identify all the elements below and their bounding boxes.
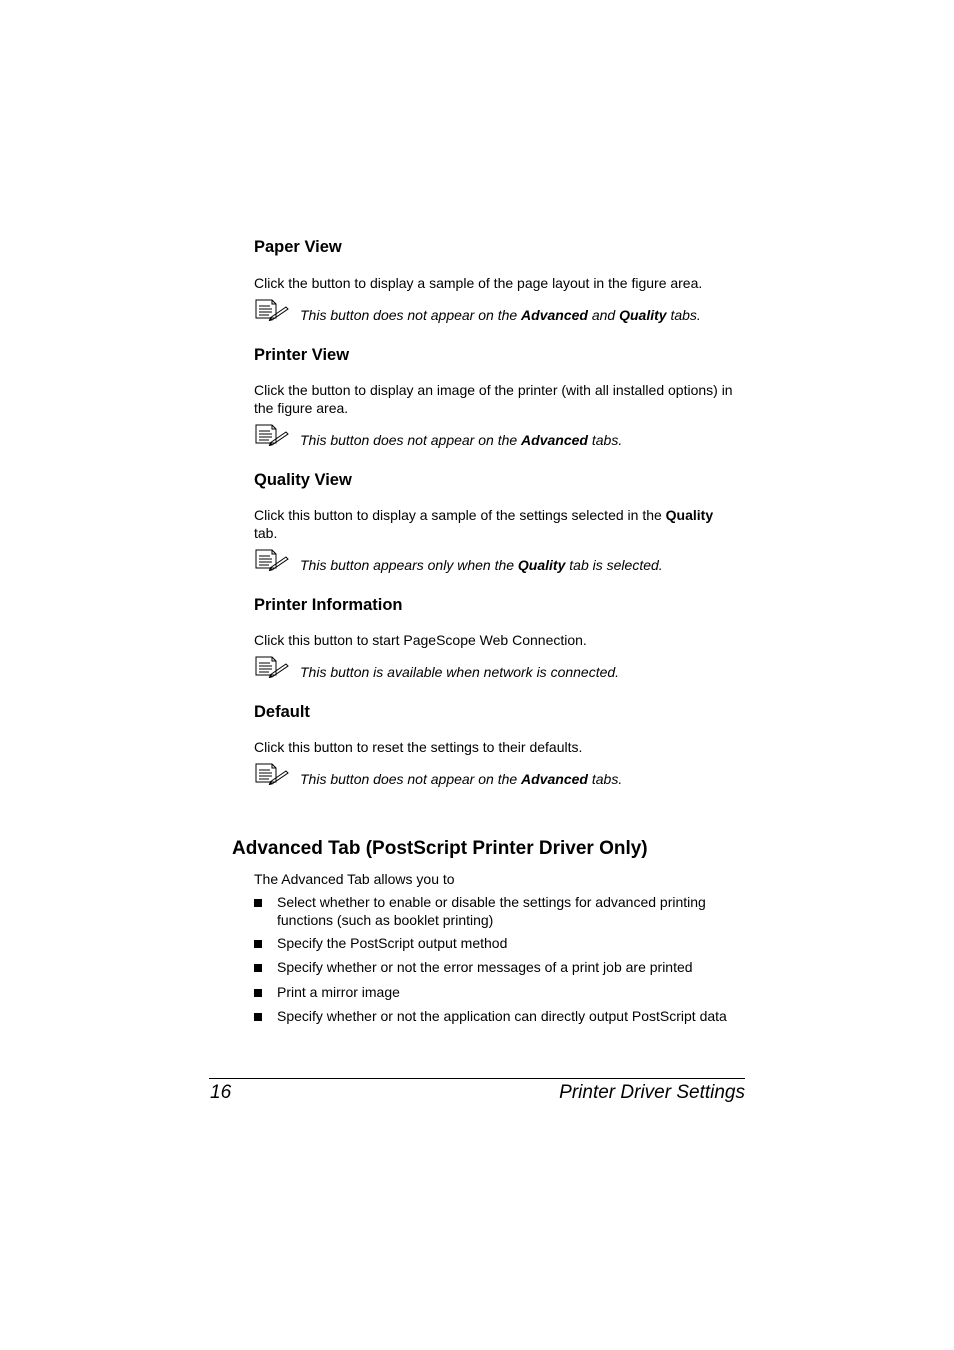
paragraph-printer-view: Click the button to display an image of the printer (with all installed options) in the figure area. (254, 382, 733, 416)
note-default: This button does not appear on the Advanced tabs. (300, 771, 623, 787)
heading-printer-information: Printer Information (254, 596, 403, 614)
list-item: Print a mirror image (254, 984, 746, 1002)
list-item: Select whether to enable or disable the settings for advanced printing functions (such as booklet printing) (254, 894, 746, 929)
note-icon (255, 656, 289, 678)
note-quality-view: This button appears only when the Quality tab is selected. (300, 557, 663, 573)
paragraph-printer-information: Click this button to start PageScope Web Connection. (254, 632, 587, 648)
heading-printer-view: Printer View (254, 346, 350, 364)
heading-paper-view: Paper View (254, 238, 342, 256)
footer-rule (209, 1078, 745, 1079)
list-item: Specify whether or not the application can directly output PostScript data (254, 1008, 746, 1026)
note-icon (255, 763, 289, 785)
heading-quality-view: Quality View (254, 471, 352, 489)
footer-title: Printer Driver Settings (559, 1082, 745, 1103)
paragraph-default: Click this button to reset the settings to their defaults. (254, 739, 583, 755)
bullet-marker (254, 894, 277, 929)
page-number: 16 (210, 1082, 232, 1103)
list-item: Specify the PostScript output method (254, 935, 746, 953)
note-icon (255, 424, 289, 446)
bullet-marker (254, 959, 277, 977)
bullet-marker (254, 935, 277, 953)
note-printer-information: This button is available when network is connected. (300, 664, 620, 680)
note-icon (255, 549, 289, 571)
paragraph-advanced-intro: The Advanced Tab allows you to (254, 871, 455, 887)
heading-default: Default (254, 703, 310, 721)
paragraph-paper-view: Click the button to display a sample of the page layout in the figure area. (254, 275, 703, 291)
note-paper-view: This button does not appear on the Advanced and Quality tabs. (300, 307, 701, 323)
list-item: Specify whether or not the error messages of a print job are printed (254, 959, 746, 977)
heading-advanced-tab: Advanced Tab (PostScript Printer Driver Only) (232, 838, 648, 859)
paragraph-quality-view: Click this button to display a sample of the settings selected in the Quality tab. (254, 507, 714, 541)
note-icon (255, 299, 289, 321)
bullet-marker (254, 984, 277, 1002)
bullet-marker (254, 1008, 277, 1026)
note-printer-view: This button does not appear on the Advanced tabs. (300, 432, 623, 448)
